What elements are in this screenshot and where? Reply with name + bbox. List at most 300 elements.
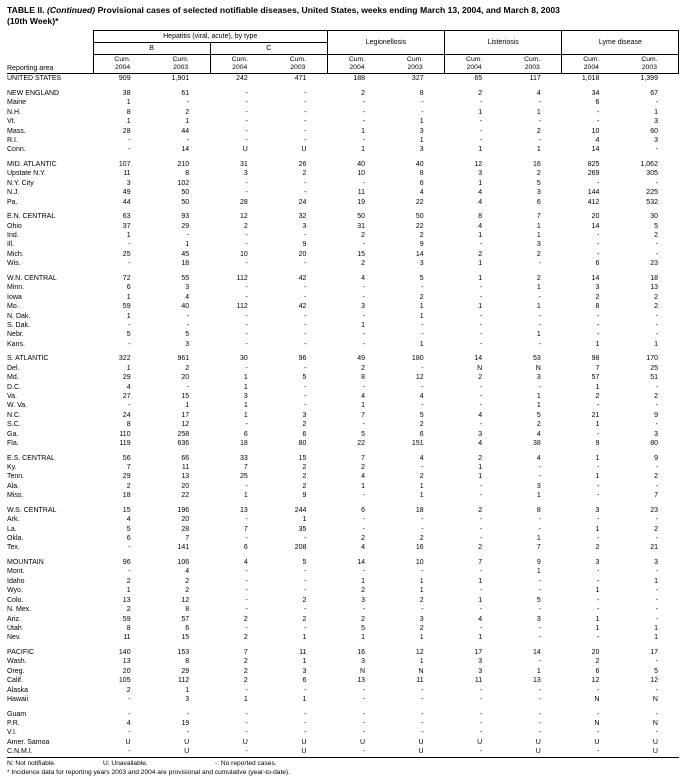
value-cell: 72 <box>122 274 131 282</box>
reporting-area-cell: S. Dak. <box>7 321 30 329</box>
value-cell: 37 <box>122 222 131 230</box>
value-cell: 141 <box>177 544 190 552</box>
value-cell: - <box>655 312 658 320</box>
value-cell: - <box>655 568 658 576</box>
value-cell: 9 <box>419 241 424 249</box>
value-cell: 909 <box>118 75 131 83</box>
value-cell: 1 <box>478 232 483 240</box>
value-cell: 6 <box>536 198 541 206</box>
value-cell: - <box>304 577 307 585</box>
value-cell: 1 <box>654 340 658 348</box>
value-cell: 2 <box>595 293 600 301</box>
reporting-area-cell: Kans. <box>7 340 25 348</box>
value-cell: 11 <box>181 464 190 471</box>
value-cell: 8 <box>126 624 131 632</box>
value-cell: 196 <box>177 506 190 514</box>
table-row <box>7 525 679 534</box>
value-cell: 14 <box>591 146 600 154</box>
value-cell: - <box>421 729 424 737</box>
lyme-disease-header: Lyme disease <box>562 31 679 55</box>
value-cell: 4 <box>478 198 483 206</box>
value-cell: 2 <box>361 364 365 372</box>
reporting-area-cell: Miss. <box>7 492 24 500</box>
col-header-lyme-cum-2003: Cum. 2003 <box>620 55 679 74</box>
table-row <box>7 160 679 169</box>
value-cell: 4 <box>536 430 541 438</box>
value-cell: 40 <box>181 303 190 311</box>
table-row <box>7 89 679 98</box>
reporting-area-cell: Vt. <box>7 118 16 126</box>
value-cell: 2 <box>536 127 541 135</box>
reporting-area-cell: Okla. <box>7 535 24 543</box>
value-cell: - <box>304 535 307 543</box>
value-cell: - <box>479 392 483 400</box>
value-cell: 38 <box>122 89 131 97</box>
value-cell: 1 <box>478 464 483 471</box>
table-row <box>7 738 679 747</box>
value-cell: 6 <box>243 544 248 552</box>
value-cell: - <box>128 710 131 718</box>
reporting-area-cell: S. ATLANTIC <box>7 355 49 363</box>
value-cell: 65 <box>474 75 483 83</box>
value-cell: 2 <box>654 303 658 311</box>
value-cell: 20 <box>591 213 600 221</box>
value-cell: 1 <box>302 695 307 703</box>
value-cell: 80 <box>298 439 307 447</box>
value-cell: 1 <box>478 260 483 268</box>
value-cell: - <box>128 136 131 144</box>
value-cell: - <box>421 108 424 116</box>
table-row <box>7 439 679 448</box>
value-cell: - <box>362 383 365 391</box>
value-cell: - <box>362 136 365 144</box>
value-cell: 33 <box>239 454 248 462</box>
value-cell: 3 <box>243 170 248 178</box>
table-row <box>7 312 679 321</box>
value-cell: 2 <box>361 464 365 471</box>
value-cell: 1 <box>478 108 483 116</box>
value-cell: 15 <box>181 392 190 400</box>
table-body <box>7 74 679 757</box>
table-row <box>7 491 679 500</box>
value-cell: 2 <box>536 250 541 258</box>
value-cell: 2 <box>361 89 365 97</box>
value-cell: 35 <box>298 525 307 533</box>
reporting-area-cell: Ind. <box>7 232 19 240</box>
value-cell: 1 <box>185 241 190 249</box>
reporting-area-cell: Hawaii <box>7 695 29 703</box>
value-cell: 2 <box>419 232 424 240</box>
value-cell: 10 <box>357 170 365 178</box>
value-cell: 2 <box>419 535 424 543</box>
value-cell: - <box>479 606 483 614</box>
value-cell: 3 <box>536 241 541 249</box>
table-row <box>7 728 679 737</box>
value-cell: U <box>269 747 328 757</box>
value-cell: - <box>245 179 248 187</box>
value-cell: 14 <box>591 222 600 230</box>
value-cell: - <box>421 695 424 703</box>
value-cell: - <box>362 525 365 533</box>
value-cell: - <box>479 127 483 135</box>
value-cell: 1 <box>536 667 541 675</box>
value-cell: N <box>359 667 365 675</box>
value-cell: 1 <box>595 383 600 391</box>
value-cell: 636 <box>177 439 190 447</box>
value-cell: 4 <box>536 89 541 97</box>
value-cell: - <box>597 312 600 320</box>
value-cell: 153 <box>177 648 190 656</box>
value-cell: 2 <box>478 454 483 462</box>
value-cell: 170 <box>646 355 658 363</box>
value-cell: 2 <box>419 473 424 481</box>
value-cell: - <box>362 99 365 107</box>
value-cell: - <box>186 312 190 320</box>
value-cell: 29 <box>181 222 190 230</box>
value-cell: - <box>245 232 248 240</box>
value-cell: 12 <box>650 677 658 685</box>
reporting-area-cell: R.I. <box>7 136 18 144</box>
value-cell: 3 <box>185 695 190 703</box>
table-row <box>7 117 679 126</box>
value-cell: 8 <box>419 89 424 97</box>
value-cell: - <box>304 108 307 116</box>
value-cell: - <box>128 321 131 329</box>
value-cell: - <box>421 464 424 471</box>
value-cell: - <box>304 383 307 391</box>
value-cell: - <box>421 525 424 533</box>
value-cell: 1 <box>419 136 424 144</box>
value-cell: 1 <box>419 303 424 311</box>
value-cell: 2 <box>361 260 365 268</box>
value-cell: 3 <box>302 667 307 675</box>
value-cell: - <box>304 624 307 632</box>
value-cell: 1 <box>361 634 365 642</box>
value-cell: 16 <box>415 544 424 552</box>
reporting-area-cell: S.C. <box>7 421 21 429</box>
value-cell: 3 <box>419 127 424 135</box>
value-cell: 25 <box>239 473 248 481</box>
value-cell: - <box>597 729 600 737</box>
value-cell: 49 <box>357 355 365 363</box>
value-cell: N <box>594 719 600 727</box>
value-cell: - <box>655 146 658 154</box>
value-cell: 16 <box>357 648 365 656</box>
value-cell: 13 <box>357 677 365 685</box>
value-cell: 5 <box>302 559 307 567</box>
value-cell: - <box>597 118 600 126</box>
value-cell: 2 <box>536 170 541 178</box>
value-cell: 2 <box>302 615 307 623</box>
value-cell: 3 <box>654 136 658 144</box>
value-cell: 26 <box>298 161 307 168</box>
table-header <box>7 31 679 74</box>
reporting-area-cell: Colo. <box>7 596 24 604</box>
value-cell: 1 <box>302 634 307 642</box>
value-cell: 4 <box>185 293 190 301</box>
value-cell: - <box>304 606 307 614</box>
value-cell: 1 <box>361 482 365 490</box>
value-cell: 2 <box>185 577 190 585</box>
value-cell: 1 <box>126 312 131 320</box>
value-cell: - <box>538 719 541 727</box>
value-cell: - <box>362 179 365 187</box>
value-cell: N <box>535 364 541 372</box>
value-cell: 12 <box>591 677 600 685</box>
value-cell: 1 <box>419 587 424 595</box>
reporting-area-cell: PACIFIC <box>7 648 35 656</box>
value-cell: - <box>655 516 658 524</box>
value-cell: 532 <box>646 198 658 206</box>
value-cell: - <box>245 729 248 737</box>
reporting-area-cell: N.H. <box>7 108 21 116</box>
value-cell: 49 <box>122 189 131 197</box>
value-cell: 21 <box>650 544 658 552</box>
value-cell: - <box>362 729 365 737</box>
value-cell: 1 <box>419 577 424 585</box>
value-cell: 2 <box>595 392 600 400</box>
value-cell: 825 <box>587 161 600 168</box>
value-cell: 5 <box>419 274 424 282</box>
title-week: (10th Week)* <box>7 16 59 27</box>
value-cell: 2 <box>654 392 658 400</box>
value-cell: 4 <box>595 136 600 144</box>
value-cell: 50 <box>357 213 365 221</box>
value-cell: - <box>421 402 424 410</box>
value-cell: U <box>242 146 248 154</box>
value-cell: U <box>152 747 211 757</box>
value-cell: 18 <box>650 274 658 282</box>
value-cell: 3 <box>536 189 541 197</box>
reporting-area-cell: Fla. <box>7 439 19 447</box>
value-cell: - <box>479 624 483 632</box>
value-cell: 30 <box>239 355 248 363</box>
value-cell: 40 <box>415 161 424 168</box>
value-cell: 105 <box>118 677 131 685</box>
value-cell: N <box>477 364 483 372</box>
value-cell: - <box>186 232 190 240</box>
table-row <box>7 633 679 642</box>
value-cell: N <box>652 695 658 703</box>
value-cell: 10 <box>415 559 424 567</box>
value-cell: 258 <box>177 430 190 438</box>
value-cell: 2 <box>478 374 483 382</box>
value-cell: - <box>597 516 600 524</box>
value-cell: 1 <box>419 658 424 666</box>
value-cell: - <box>597 577 600 585</box>
value-cell: 42 <box>298 274 307 282</box>
value-cell: 25 <box>122 250 131 258</box>
value-cell: 1 <box>419 312 424 320</box>
value-cell: - <box>362 312 365 320</box>
value-cell: - <box>538 624 541 632</box>
value-cell: 1 <box>536 146 541 154</box>
value-cell: 11 <box>474 677 483 685</box>
table-row <box>7 624 679 633</box>
value-cell: 2 <box>243 677 248 685</box>
value-cell: - <box>655 587 658 595</box>
value-cell: - <box>362 686 365 694</box>
value-cell: - <box>479 492 483 500</box>
value-cell: 119 <box>119 439 131 447</box>
value-cell: 9 <box>302 492 307 500</box>
value-cell: 6 <box>302 677 307 685</box>
title-continued: (Continued) <box>46 5 96 15</box>
value-cell: 7 <box>654 492 658 500</box>
hepatitis-b-header: B <box>93 43 210 55</box>
value-cell: - <box>128 241 131 249</box>
value-cell: 12 <box>181 421 190 429</box>
value-cell: 1 <box>361 146 365 154</box>
value-cell: - <box>245 189 248 197</box>
value-cell: 3 <box>536 374 541 382</box>
value-cell: - <box>245 516 248 524</box>
listeriosis-header: Listeriosis <box>445 31 562 55</box>
value-cell: 3 <box>478 170 483 178</box>
value-cell: 15 <box>298 454 307 462</box>
value-cell: 32 <box>298 213 307 221</box>
value-cell: 1 <box>595 473 600 481</box>
value-cell: - <box>245 89 248 97</box>
value-cell: - <box>597 232 600 240</box>
value-cell: - <box>245 710 248 718</box>
table-row <box>7 430 679 439</box>
value-cell: 1 <box>536 492 541 500</box>
value-cell: - <box>479 525 483 533</box>
value-cell: - <box>421 568 424 576</box>
value-cell: - <box>93 747 152 757</box>
value-cell: - <box>597 596 600 604</box>
value-cell: - <box>538 658 541 666</box>
value-cell: 1 <box>595 454 600 462</box>
value-cell: 3 <box>302 411 307 419</box>
value-cell: 1 <box>243 695 248 703</box>
value-cell: 51 <box>650 374 658 382</box>
hepatitis-c-header: C <box>210 43 327 55</box>
value-cell: 30 <box>650 213 658 221</box>
table-row <box>7 330 679 339</box>
table-row <box>7 747 679 757</box>
value-cell: 14 <box>415 250 424 258</box>
value-cell: U <box>418 738 424 746</box>
value-cell: 8 <box>419 170 424 178</box>
value-cell: 59 <box>122 303 131 311</box>
value-cell: 5 <box>302 374 307 382</box>
table-row <box>7 482 679 491</box>
footnotes <box>7 759 679 777</box>
value-cell: - <box>304 293 307 301</box>
value-cell: 6 <box>126 284 131 292</box>
value-cell: 98 <box>591 355 600 363</box>
value-cell: 1 <box>126 293 131 301</box>
value-cell: 20 <box>298 250 307 258</box>
value-cell: 38 <box>533 439 541 447</box>
value-cell: 7 <box>361 454 365 462</box>
value-cell: - <box>304 232 307 240</box>
value-cell: - <box>655 686 658 694</box>
value-cell: - <box>362 492 365 500</box>
value-cell: 2 <box>126 606 131 614</box>
value-cell: - <box>655 596 658 604</box>
value-cell: - <box>421 516 424 524</box>
value-cell: 2 <box>419 421 424 429</box>
value-cell: 2 <box>654 525 658 533</box>
value-cell: 10 <box>591 127 600 135</box>
value-cell: 11 <box>357 189 365 197</box>
value-cell: - <box>597 482 600 490</box>
value-cell: 14 <box>591 274 600 282</box>
value-cell: 5 <box>126 525 131 533</box>
value-cell: - <box>479 136 483 144</box>
table-row <box>7 392 679 401</box>
col-header-lyme-cum-2004: Cum. 2004 <box>562 55 621 74</box>
value-cell: - <box>538 587 541 595</box>
reporting-area-cell: Ohio <box>7 222 22 230</box>
reporting-area-cell: N. Dak. <box>7 312 31 320</box>
value-cell: 40 <box>357 161 365 168</box>
value-cell: 3 <box>478 430 483 438</box>
value-cell: - <box>538 464 541 471</box>
reporting-area-cell: E.S. CENTRAL <box>7 454 55 462</box>
value-cell: - <box>655 729 658 737</box>
value-cell: 117 <box>529 75 541 83</box>
value-cell: 6 <box>419 179 424 187</box>
value-cell: U <box>535 738 541 746</box>
table-row <box>7 364 679 373</box>
value-cell: 1 <box>478 179 483 187</box>
table-row <box>7 420 679 429</box>
value-cell: 6 <box>185 624 190 632</box>
value-cell: - <box>597 686 600 694</box>
value-cell: 1 <box>243 383 248 391</box>
value-cell: - <box>362 241 365 249</box>
reporting-area-cell: Minn. <box>7 284 25 292</box>
value-cell: 13 <box>122 658 131 666</box>
value-cell: 1,062 <box>640 161 658 168</box>
col-header-hepb-cum-2004: Cum. 2004 <box>93 55 152 74</box>
value-cell: 9 <box>302 241 307 249</box>
value-cell: 4 <box>478 189 483 197</box>
value-cell: 9 <box>536 559 541 567</box>
value-cell: - <box>538 99 541 107</box>
reporting-area-cell: Mich. <box>7 250 24 258</box>
value-cell: 4 <box>361 473 365 481</box>
value-cell: - <box>538 686 541 694</box>
table-row <box>7 179 679 188</box>
value-cell: 57 <box>181 615 190 623</box>
value-cell: 27 <box>122 392 131 400</box>
reporting-area-cell: N.J. <box>7 189 20 197</box>
value-cell: 9 <box>654 454 658 462</box>
value-cell: - <box>597 568 600 576</box>
value-cell: 19 <box>181 719 190 727</box>
value-cell: 7 <box>536 213 541 221</box>
value-cell: 961 <box>177 355 190 363</box>
value-cell: - <box>304 568 307 576</box>
value-cell: - <box>562 747 621 757</box>
value-cell: 80 <box>650 439 658 447</box>
value-cell: - <box>421 99 424 107</box>
value-cell: 12 <box>415 374 424 382</box>
value-cell: 2 <box>302 421 307 429</box>
value-cell: 2 <box>243 615 248 623</box>
value-cell: 1 <box>419 118 424 126</box>
value-cell: 112 <box>236 303 248 311</box>
value-cell: 1 <box>536 535 541 543</box>
table-row <box>7 231 679 240</box>
value-cell: - <box>597 250 600 258</box>
value-cell: U <box>359 738 365 746</box>
